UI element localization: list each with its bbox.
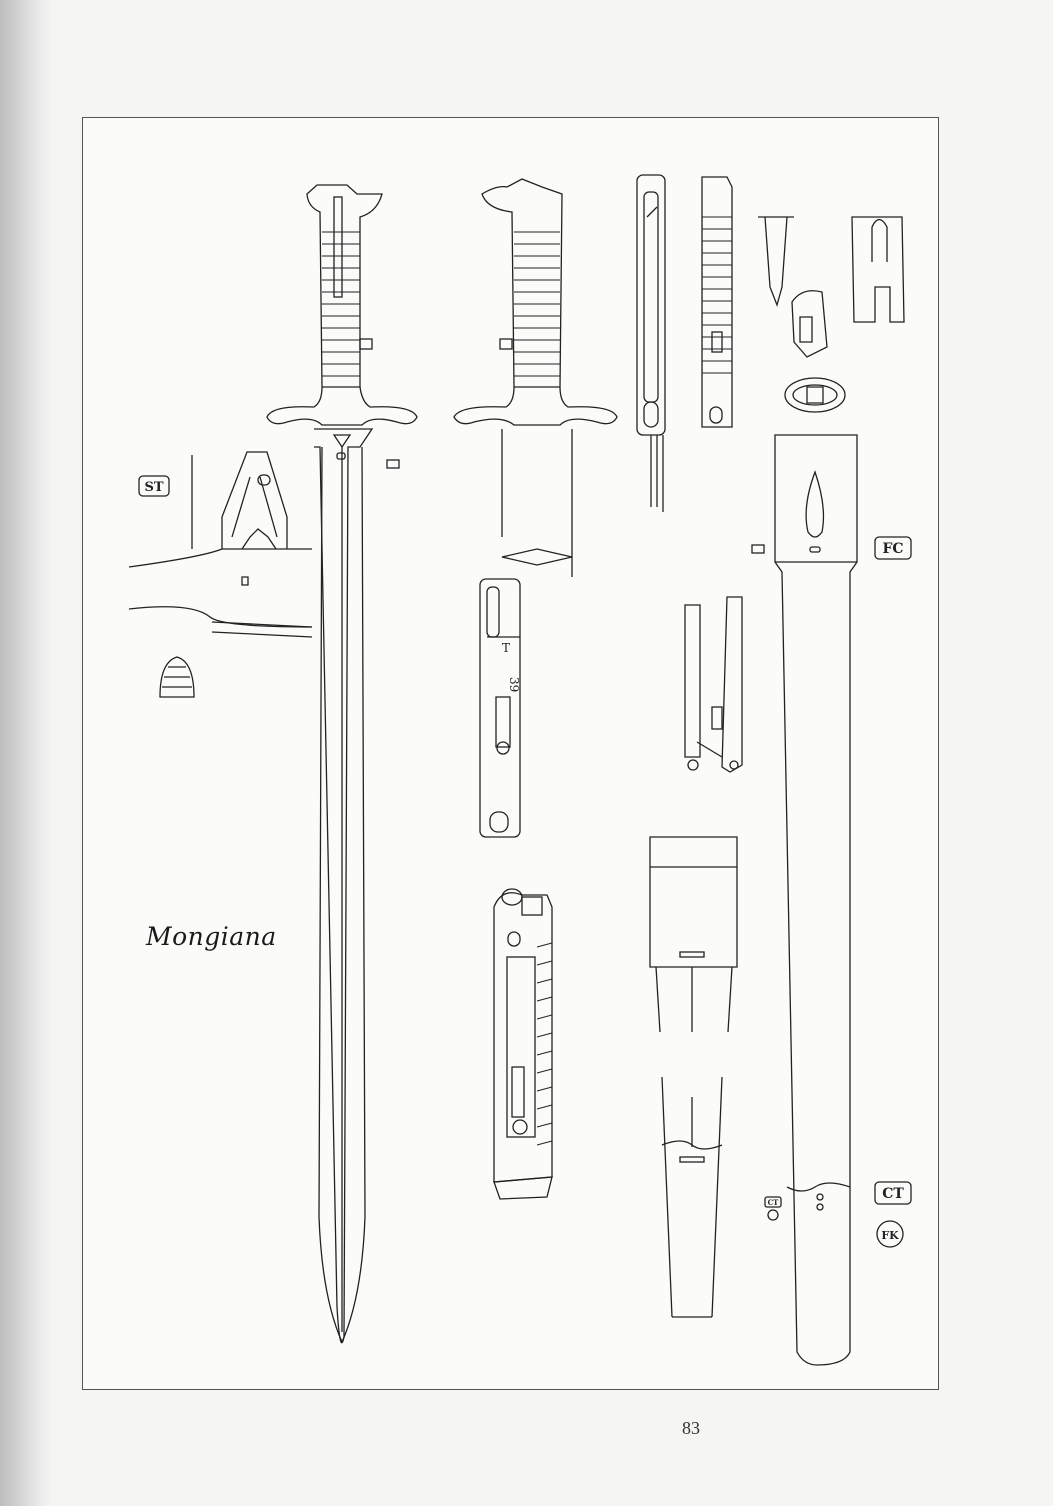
svg-text:CT: CT [767,1198,779,1207]
beehive-mark [160,657,194,697]
small-throat-mark [752,545,764,553]
svg-text:FK: FK [881,1229,899,1242]
stamp-round-fk [877,1221,903,1247]
svg-text:FC: FC [882,541,904,557]
stamp-fc [875,537,911,559]
grip-side-view-b [702,177,732,427]
bayonet-hilt-reverse [454,179,617,577]
bayonet-illustration [82,117,939,1390]
stamp-ct [875,1182,911,1204]
grip-side-view-a [637,175,665,512]
small-round-mark [768,1210,778,1220]
scabbard-full [775,435,857,1365]
svg-text:T: T [502,641,511,655]
svg-text:CT: CT [882,1186,904,1202]
plate-caption: Mongiana [146,922,277,951]
grip-perspective [494,889,552,1199]
scabbard-sections [650,837,737,1317]
svg-text:ST: ST [144,480,164,495]
grip-marked-39 [480,579,521,837]
stamp-ct-small [765,1197,781,1207]
spring-clip-detail [758,217,904,412]
svg-text:39: 39 [507,677,521,693]
bayonet-full [267,185,417,1343]
page-gutter-shadow [0,0,52,1506]
spring-mechanism [685,597,742,772]
stamp-st [139,476,169,496]
page-number: 83 [682,1418,700,1438]
